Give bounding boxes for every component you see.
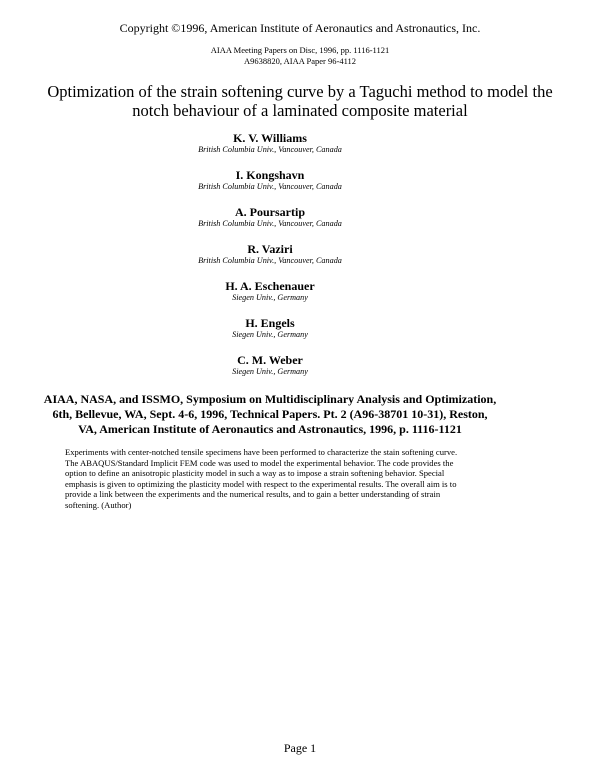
abstract-line: Experiments with center-notched tensile specimens have been performed to characterize the stain softening curve. [65, 447, 458, 457]
author-affiliation: British Columbia Univ., Vancouver, Canada [198, 219, 342, 228]
author-block [0, 279, 540, 303]
page-number: Page 1 [283, 741, 317, 755]
author-block [0, 205, 540, 229]
author-affiliation: British Columbia Univ., Vancouver, Canada [198, 182, 342, 191]
copyright-notice: Copyright ©1996, American Institute of Aeronautics and Astronautics, Inc. [119, 21, 481, 35]
author-block [0, 353, 540, 377]
meeting-line: AIAA Meeting Papers on Disc, 1996, pp. 1116-1121 [210, 45, 390, 55]
author-name: K. V. Williams [233, 131, 307, 145]
author-name: C. M. Weber [237, 353, 303, 367]
meeting-info [0, 45, 600, 67]
abstract-line: softening. (Author) [65, 499, 132, 510]
abstract-line: emphasis is given to optimizing the plasticity model with respect to the experimental results. The overall aim is to [65, 478, 457, 489]
author-affiliation: British Columbia Univ., Vancouver, Canada [198, 145, 342, 154]
author-block [0, 242, 540, 266]
author-affiliation: British Columbia Univ., Vancouver, Canada [198, 256, 342, 265]
author-affiliation: Siegen Univ., Germany [232, 330, 308, 339]
author-affiliation: Siegen Univ., Germany [232, 367, 308, 376]
author-name: A. Poursartip [235, 205, 305, 219]
title-line: notch behaviour of a laminated composite material [132, 101, 468, 120]
author-name: H. Engels [245, 316, 295, 330]
conference-citation [20, 392, 520, 437]
abstract-line: provide a link between the experiments and the numerical results, and to gain a better understanding of strain [65, 489, 441, 500]
conference-line: AIAA, NASA, and ISSMO, Symposium on Multidisciplinary Analysis and Optimization, [43, 392, 497, 406]
author-block [0, 168, 540, 192]
author-name: H. A. Eschenauer [225, 279, 315, 293]
conference-line: VA, American Institute of Aeronautics and Astronautics, 1996, p. 1116-1121 [78, 422, 462, 436]
meeting-line: A9638820, AIAA Paper 96-4112 [243, 56, 357, 66]
author-affiliation: Siegen Univ., Germany [232, 293, 308, 302]
abstract-line: option to define an anisotropic plasticity model in such a way as to impose a strain softening behavior. Special [65, 468, 445, 479]
paper-title [0, 82, 600, 120]
abstract-line: The ABAQUS/Standard Implicit FEM code was used to model the experimental behavior. The code provides the [65, 457, 454, 468]
author-name: R. Vaziri [247, 242, 293, 256]
abstract [65, 447, 500, 511]
author-name: I. Kongshavn [235, 168, 305, 182]
author-block [0, 316, 540, 340]
title-line: Optimization of the strain softening curve by a Taguchi method to model the [47, 82, 553, 101]
author-block [0, 131, 540, 155]
conference-line: 6th, Bellevue, WA, Sept. 4-6, 1996, Technical Papers. Pt. 2 (A96-38701 10-31), Reston, [52, 407, 488, 421]
